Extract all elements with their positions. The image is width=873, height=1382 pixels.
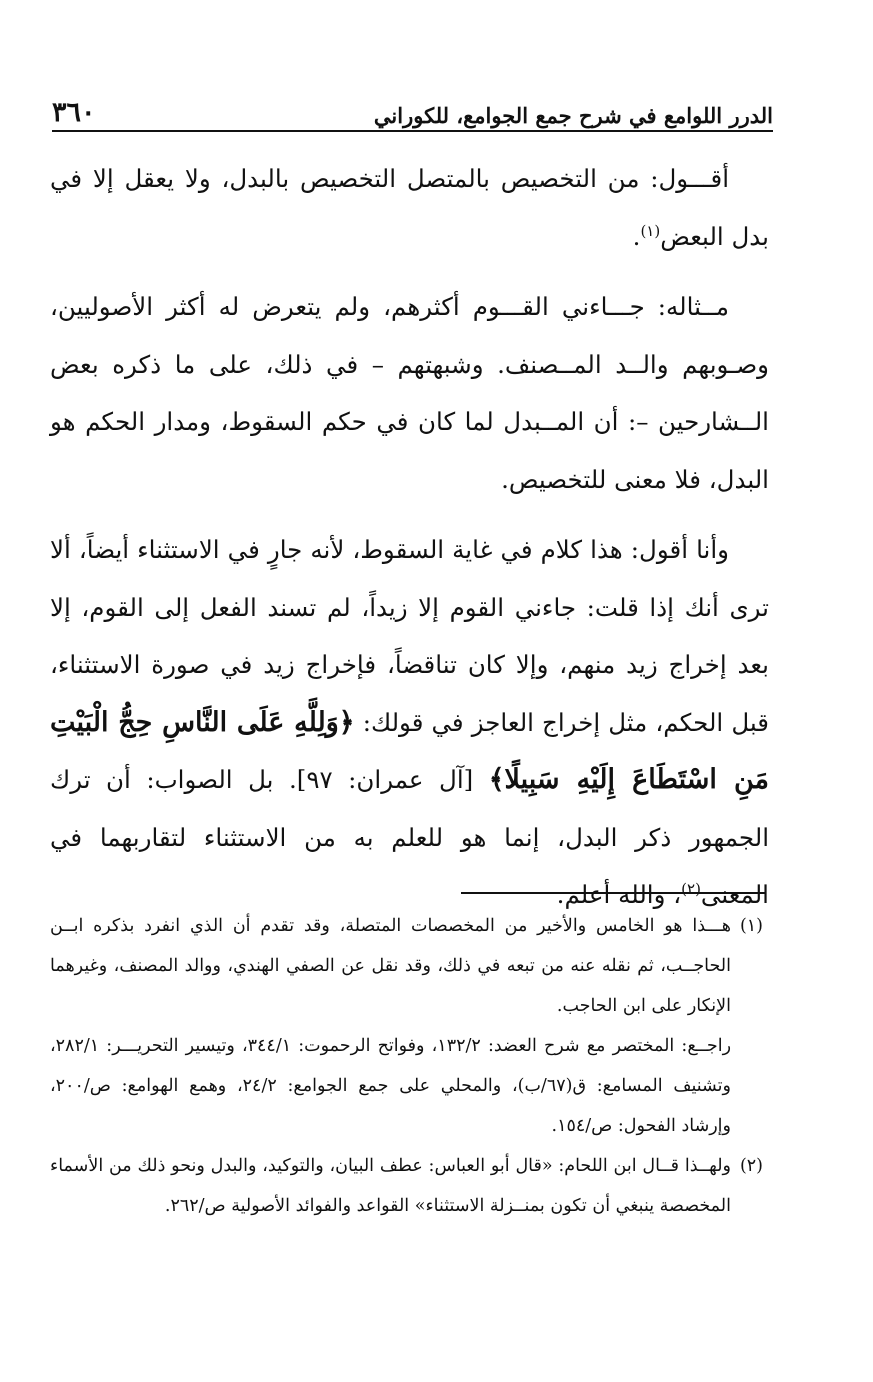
quran-reference: [آل عمران: ٩٧] — [296, 765, 474, 794]
footnote-divider — [461, 892, 765, 894]
footnote-2 — [50, 1146, 763, 1226]
footnote-1-number: (١) — [739, 916, 763, 936]
paragraph-3-text-b: . بل الصواب: أن ترك الجمهور ذكر البدل، إنما هو للعلم به من الاستثناء لتقاربهما في المعنى — [50, 765, 769, 909]
paragraph-1 — [50, 150, 769, 265]
paragraph-1-text: أقـــول: من التخصيص بالمتصل التخصيص بالبدل، ولا يعقل إلا في بدل البعض — [50, 164, 769, 251]
paragraph-3-text-a: وأنا أقول: هذا كلام في غاية السقوط، لأنه جارٍ في الاستثناء أيضاً، ألا ترى أنك إذا قلت: جاءني القوم إلا زيداً، لم تسند الفعل إلى القوم، إلا بعد إخراج زيد منهم، وإلا كان تناقضاً، فإخراج زيد في صورة الاستثناء، قبل الحكم، مثل إخراج العاجز في قولك: — [50, 535, 769, 737]
footnote-2-text: ولهــذا قــال ابن اللحام: «قال أبو العباس: عطف البيان، والتوكيد، والبدل ونحو ذلك من الأسماء المخصصة ينبغي أن تكون بمنــزلة الاستثناء» القواعد والفوائد الأصولية ص/٢٦٢. — [50, 1156, 731, 1216]
footnote-ref-2: (٢) — [681, 879, 701, 898]
main-text — [50, 150, 769, 937]
footnote-1 — [50, 906, 763, 1026]
quran-verse: ﴿وَلِلَّهِ عَلَى النَّاسِ حِجُّ الْبَيْتِ مَنِ اسْتَطَاعَ إِلَيْهِ سَبِيلًا﴾ — [50, 706, 769, 795]
paragraph-2: مــثاله: جـــاءني القـــوم أكثرهم، ولم يتعرض له أكثر الأصوليين، وصـوبهم والــد المــصنف. وشبهتهم – في ذلك، على ما ذكره بعض الــشارحين –: أن المــبدل لما كان في حكم السقوط، ومدار الحكم هو البدل، فلا معنى للتخصيص. — [50, 292, 769, 494]
page-header — [52, 92, 773, 132]
footnote-1-sources: راجــع: المختصر مع شرح العضد: ١٣٢/٢، وفواتح الرحموت: ٣٤٤/١، وتيسير التحريـــر: ٢٨٢/١، وتشنيف المسامع: ق(٦٧/ب)، والمحلي على جمع الجوامع: ٢٤/٢، وهمع الهوامع: ص/٢٠٠، وإرشاد الفحول: ص/١٥٤. — [50, 1036, 732, 1136]
footnotes — [50, 906, 763, 1226]
paragraph-3 — [50, 521, 769, 924]
footnote-ref-1: (١) — [640, 221, 661, 240]
footnote-1-text: هـــذا هو الخامس والأخير من المخصصات المتصلة، وقد تقدم أن الذي انفرد بذكره ابــن الحاجــب، ثم نقله عنه من تبعه في ذلك، وقد نقل عن الصفي الهندي، ووالد المصنف، وغيرهما الإنكار على ابن الحاجب. — [50, 916, 731, 1016]
page-number: ٣٦٠ — [52, 97, 96, 128]
paragraph-3-end: ، والله أعلم. — [556, 880, 682, 909]
footnote-2-number: (٢) — [739, 1156, 763, 1176]
paragraph-1-end: . — [632, 221, 641, 251]
running-title: الدرر اللوامع في شرح جمع الجوامع، للكوراني — [373, 103, 773, 128]
